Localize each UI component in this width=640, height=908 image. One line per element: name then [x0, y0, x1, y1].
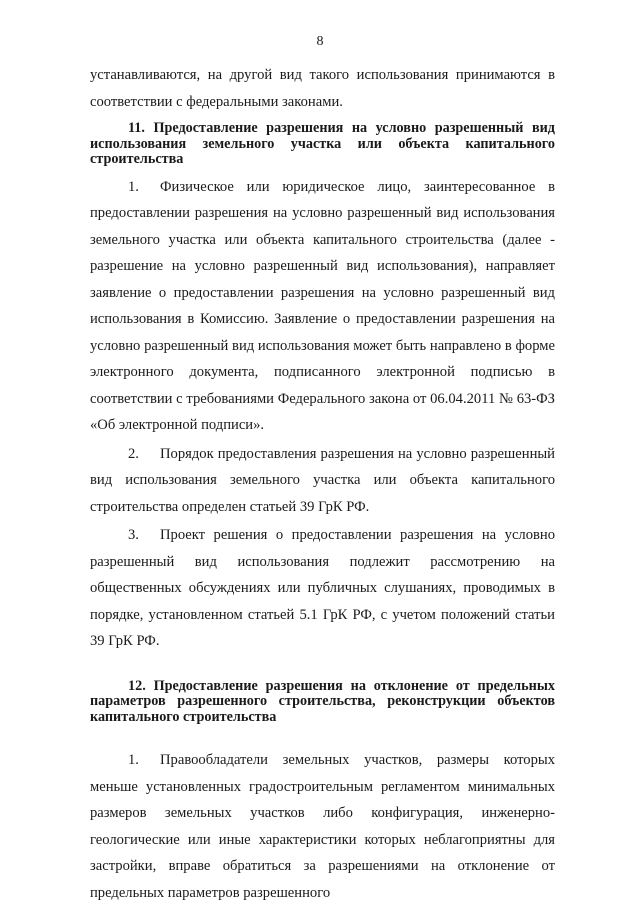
section-11-item-1-text: Физическое или юридическое лицо, заинтересованное в предоставлении разрешения на условно разрешенный вид использования земельного участка или объекта капитального строительства (далее - разрешение на условно разрешенный вид использования), направляет заявление о предоставлении разрешения на условно разрешенный вид использования в Комиссию. Заявление о предоставлении разрешения на условно разрешенный вид использования может быть направлено в форме электронного документа, подписанного электронной подписью в соответствии с требованиями Федерального закона от 06.04.2011 № 63-ФЗ «Об электронной подписи».	[90, 178, 555, 433]
section-12-item-1-text: Правообладатели земельных участков, размеры которых меньше установленных градостроительным регламентом минимальных размеров земельных участков либо конфигурация, инженерно-геологические или иные характеристики которых неблагоприятны для застройки, вправе обратиться за разрешениями на отклонение от предельных параметров разрешенного	[90, 752, 555, 901]
section-11-item-3	[90, 522, 555, 655]
section-11-item-3-number: 3.	[128, 527, 139, 543]
section-11-item-1	[90, 174, 555, 439]
section-11-heading: 11. Предоставление разрешения на условно разрешенный вид использования земельного участка или объекта капитального строительства	[90, 120, 555, 167]
section-12-item-1-number: 1.	[128, 752, 139, 768]
section-11-item-3-text: Проект решения о предоставлении разрешения на условно разрешенный вид использования подлежит рассмотрению на общественных обсуждениях или публичных слушаниях, проводимых в порядке, установленном статьей 5.1 ГрК РФ, с учетом положений статьи 39 ГрК РФ.	[90, 527, 555, 649]
page-number: 8	[316, 34, 324, 49]
section-11-item-2-number: 2.	[128, 445, 139, 462]
section-12-item-1	[90, 747, 555, 906]
section-11-item-1-number: 1.	[128, 178, 139, 195]
section-12-heading: 12. Предоставление разрешения на отклонение от предельных параметров разрешенного строительства, реконструкции объектов капитального строительства	[90, 677, 555, 725]
section-11-item-2	[90, 441, 555, 521]
intro-paragraph: устанавливаются, на другой вид такого использования принимаются в соответствии с федеральными законами.	[90, 67, 555, 110]
section-11-item-2-text: Порядок предоставления разрешения на условно разрешенный вид использования земельного участка или объекта капитального строительства определен статьей 39 ГрК РФ.	[90, 445, 555, 515]
document-body	[90, 62, 555, 908]
